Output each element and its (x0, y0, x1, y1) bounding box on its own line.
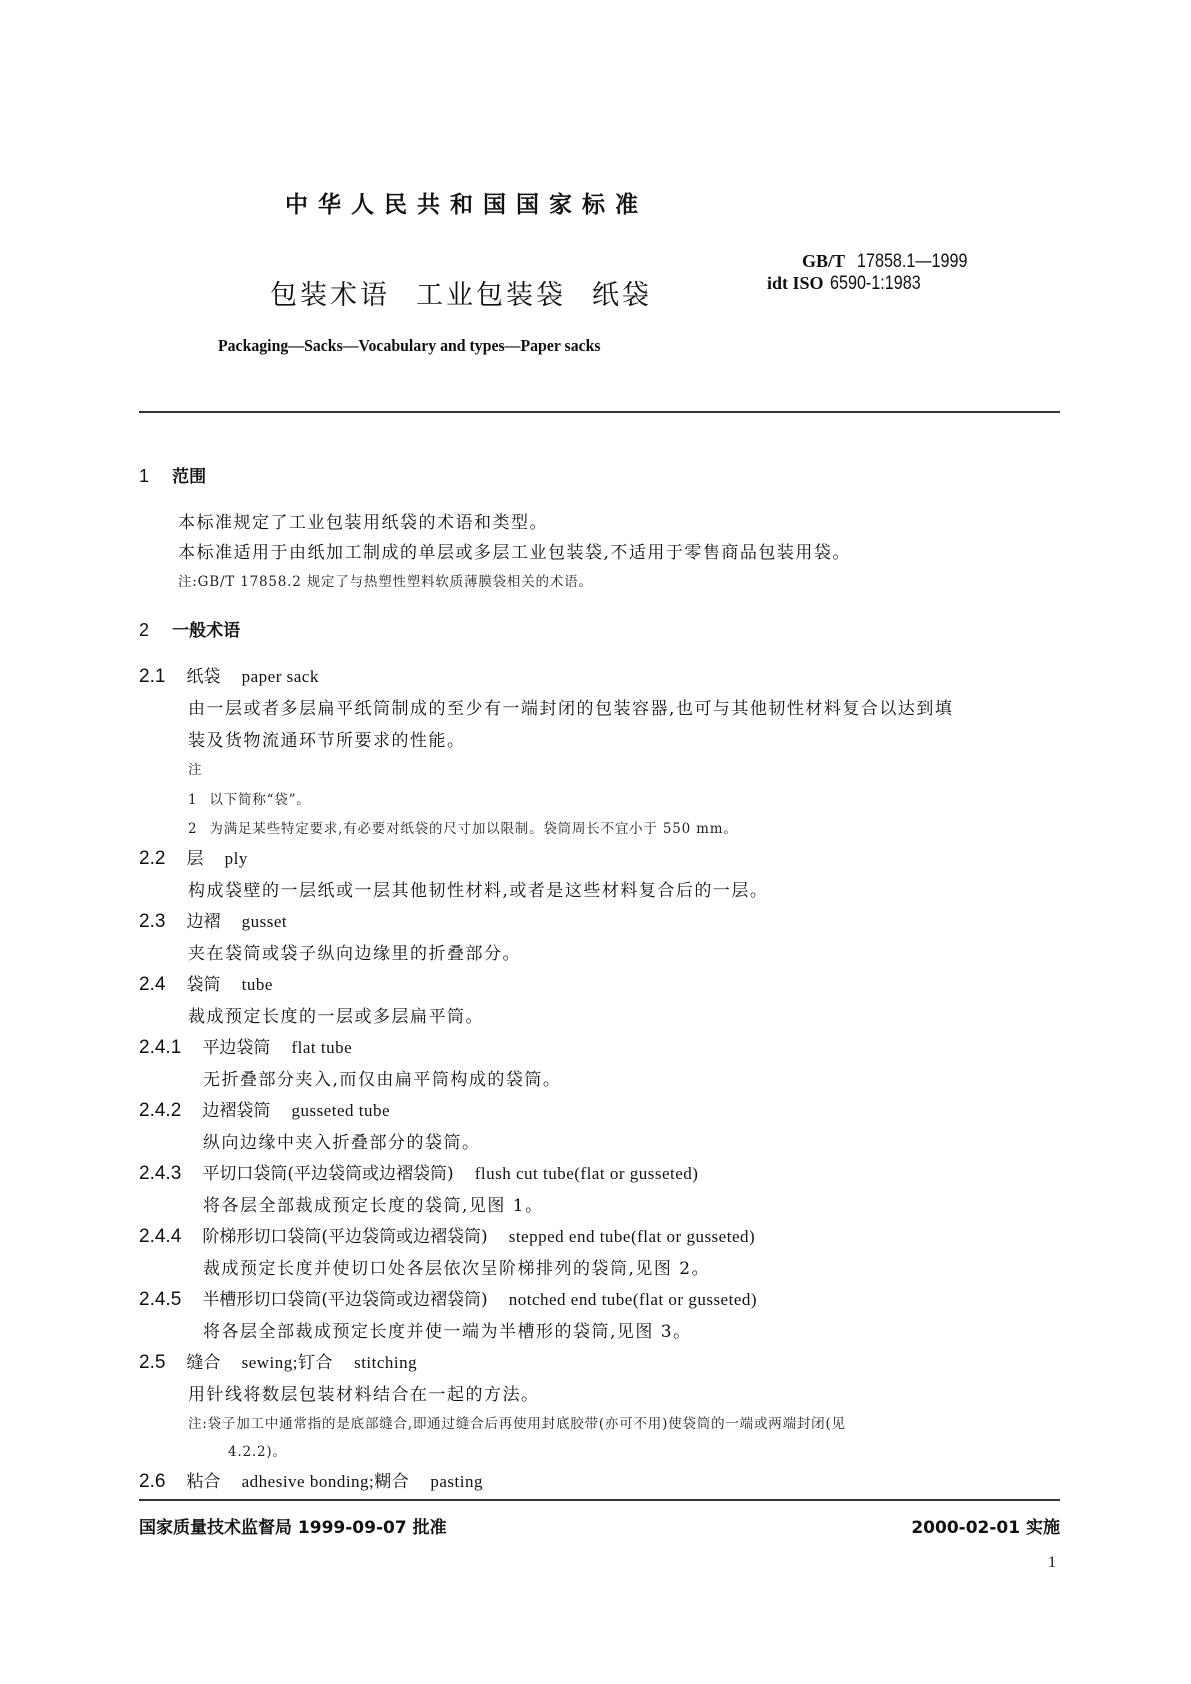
term-english: sewing;钉合 (241, 1353, 333, 1372)
section-number: 2 (139, 620, 150, 640)
note-item (188, 817, 738, 837)
approval-statement: 国家质量技术监督局 1999-09-07 批准 (139, 1518, 447, 1538)
term-number: 2.4.3 (139, 1163, 182, 1184)
term-english: adhesive bonding;糊合 (241, 1472, 410, 1491)
national-standard-heading: 中华人民共和国国家标准 (285, 192, 648, 218)
scope-note: 注:GB/T 17858.2 规定了与热塑性塑料软质薄膜袋相关的术语。 (178, 574, 593, 590)
term-definition: 装及货物流通环节所要求的性能。 (188, 731, 466, 751)
term-english: notched end tube(flat or gusseted) (508, 1290, 758, 1309)
term-chinese: 平切口袋筒(平边袋筒或边褶袋筒) (202, 1164, 454, 1184)
term-english: flush cut tube(flat or gusseted) (474, 1164, 699, 1183)
term-english-alt: stitching (354, 1353, 418, 1372)
term-2-4-2 (139, 1096, 390, 1122)
term-number: 2.6 (139, 1471, 166, 1492)
term-number: 2.4.5 (139, 1289, 182, 1310)
iso-number: 6590-1:1983 (829, 273, 921, 294)
term-number: 2.1 (139, 666, 166, 687)
term-2-1 (139, 662, 319, 688)
term-definition: 裁成预定长度的一层或多层扁平筒。 (188, 1007, 484, 1027)
term-2-4-4 (139, 1222, 755, 1248)
term-english: ply (224, 849, 248, 868)
scope-paragraph-1: 本标准规定了工业包装用纸袋的术语和类型。 (178, 513, 548, 533)
term-chinese: 纸袋 (186, 667, 221, 687)
term-2-4-1 (139, 1033, 352, 1059)
term-number: 2.4.2 (139, 1100, 182, 1121)
english-title: Packaging—Sacks—Vocabulary and types—Paper sacks (218, 336, 601, 355)
term-definition: 将各层全部裁成预定长度的袋筒,见图 1。 (203, 1196, 544, 1216)
note-number: 2 (188, 821, 198, 837)
term-note-continuation: 4.2.2)。 (228, 1444, 287, 1460)
term-definition: 裁成预定长度并使切口处各层依次呈阶梯排列的袋筒,见图 2。 (203, 1259, 711, 1279)
term-english: paper sack (241, 667, 319, 686)
term-english: gusset (241, 912, 288, 931)
note-text: 为满足某些特定要求,有必要对纸袋的尺寸加以限制。袋筒周长不宜小于 550 mm。 (209, 821, 738, 837)
note-text: 以下简称“袋”。 (209, 792, 311, 808)
term-2-4 (139, 970, 273, 996)
term-chinese: 袋筒 (186, 975, 221, 995)
term-definition: 由一层或者多层扁平纸筒制成的至少有一端封闭的包装容器,也可与其他韧性材料复合以达到填 (188, 699, 954, 719)
term-chinese: 边褶 (186, 912, 221, 932)
term-2-4-3 (139, 1159, 698, 1185)
term-english-alt: pasting (430, 1472, 483, 1491)
term-note: 注:袋子加工中通常指的是底部缝合,即通过缝合后再使用封底胶带(亦可不用)使袋筒的一端或两端封闭(见 (188, 1416, 846, 1432)
section-1-heading (139, 462, 206, 487)
term-definition: 纵向边缘中夹入折叠部分的袋筒。 (203, 1133, 481, 1153)
effective-date: 2000-02-01 实施 (911, 1518, 1060, 1538)
section-title: 一般术语 (172, 621, 241, 641)
term-definition: 构成袋壁的一层纸或一层其他韧性材料,或者是这些材料复合后的一层。 (188, 881, 769, 901)
term-definition: 无折叠部分夹入,而仅由扁平筒构成的袋筒。 (203, 1070, 562, 1090)
term-number: 2.3 (139, 911, 166, 932)
page-number: 1 (1048, 1554, 1056, 1571)
iso-equivalence (767, 272, 936, 295)
term-chinese: 缝合 (186, 1353, 221, 1373)
term-definition: 用针线将数层包装材料结合在一起的方法。 (188, 1385, 540, 1405)
term-number: 2.4.4 (139, 1226, 182, 1247)
term-2-2 (139, 844, 248, 870)
term-2-5 (139, 1348, 417, 1374)
term-english: stepped end tube(flat or gusseted) (508, 1227, 756, 1246)
term-number: 2.4.1 (139, 1037, 182, 1058)
title-part-2: 工业包装袋 (416, 280, 566, 311)
term-2-6 (139, 1467, 483, 1493)
term-english: flat tube (291, 1038, 353, 1057)
standard-code (802, 250, 987, 273)
section-2-heading (139, 616, 240, 641)
scope-paragraph-2: 本标准适用于由纸加工制成的单层或多层工业包装袋,不适用于零售商品包装用袋。 (178, 543, 851, 563)
iso-prefix: idt ISO (767, 273, 824, 293)
term-chinese: 粘合 (186, 1472, 221, 1492)
term-english: tube (241, 975, 273, 994)
section-title: 范围 (172, 467, 207, 487)
title-part-3: 纸袋 (592, 280, 652, 311)
standard-code-number: 17858.1—1999 (857, 251, 968, 272)
note-item (188, 788, 311, 808)
term-2-3 (139, 907, 287, 933)
term-2-4-5 (139, 1285, 757, 1311)
term-chinese: 平边袋筒 (202, 1038, 271, 1058)
term-english: gusseted tube (291, 1101, 391, 1120)
term-chinese: 层 (186, 849, 204, 869)
footer-divider (139, 1499, 1060, 1501)
term-number: 2.5 (139, 1352, 166, 1373)
term-number: 2.4 (139, 974, 166, 995)
note-label: 注 (188, 762, 203, 778)
section-number: 1 (139, 466, 150, 486)
term-chinese: 半槽形切口袋筒(平边袋筒或边褶袋筒) (202, 1290, 488, 1310)
document-title (270, 273, 652, 312)
term-definition: 将各层全部裁成预定长度并使一端为半槽形的袋筒,见图 3。 (203, 1322, 692, 1342)
title-part-1: 包装术语 (270, 280, 390, 311)
term-number: 2.2 (139, 848, 166, 869)
term-definition: 夹在袋筒或袋子纵向边缘里的折叠部分。 (188, 944, 521, 964)
term-chinese: 边褶袋筒 (202, 1101, 271, 1121)
term-chinese: 阶梯形切口袋筒(平边袋筒或边褶袋筒) (202, 1227, 488, 1247)
note-number: 1 (188, 792, 198, 808)
standard-code-prefix: GB/T (802, 251, 846, 271)
header-divider (139, 411, 1060, 413)
